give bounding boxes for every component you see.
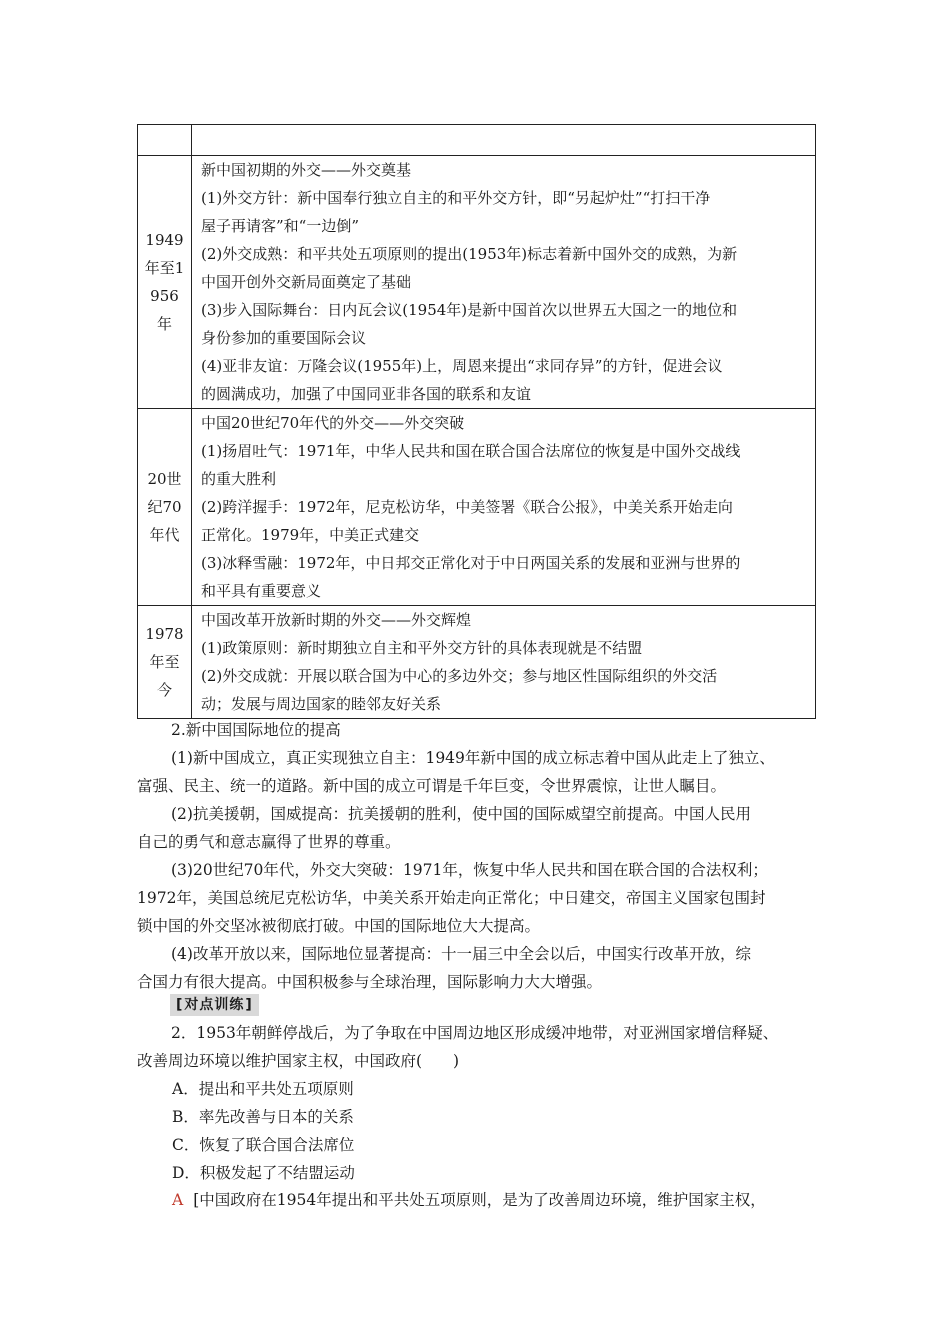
option-a: A．提出和平共处五项原则 [172,1080,354,1098]
row-line: (2)跨洋握手：1972年，尼克松访华，中美签署《联合公报》，中美关系开始走向 [201,498,733,516]
row-line: 中国开创外交新局面奠定了基础 [201,273,412,291]
table-cell-period [138,409,192,606]
row-line: (3)步入国际舞台：日内瓦会议(1954年)是新中国首次以世界五大国之一的地位和 [201,301,738,319]
diplomacy-table [137,124,816,719]
paragraph-2: (2)抗美援朝，国威提高：抗美援朝的胜利，使中国的国际威望空前提高。中国人民用 自己的勇气和意志赢得了世界的尊重。 [137,805,751,851]
period-label: 20世纪70年代 [147,470,182,544]
row-line: 和平具有重要意义 [201,582,322,600]
paragraph-1: (1)新中国成立，真正实现独立自主：1949年新中国的成立标志着中国从此走上了独立、 富强、民主、统一的道路。新中国的成立可谓是千年巨变，令世界震惊，让世人瞩目。 [137,749,775,795]
table-row [138,606,816,719]
table-cell-content [192,409,816,606]
table-row [138,156,816,409]
practice-tag: [ 对点训练 ] [170,994,259,1016]
row-title: 中国20世纪70年代的外交——外交突破 [201,414,465,432]
row-line: 的重大胜利 [201,470,277,488]
row-line: (2)外交成熟：和平共处五项原则的提出(1953年)标志着新中国外交的成熟，为新 [201,245,738,263]
section-heading: 2.新中国国际地位的提高 [171,721,341,739]
row-line: (1)扬眉吐气：1971年，中华人民共和国在联合国合法席位的恢复是中国外交战线 [201,442,741,460]
paragraph-4: (4)改革开放以来，国际地位显著提高：十一届三中全会以后，中国实行改革开放，综 合国力有很大提高。中国积极参与全球治理，国际影响力大大增强。 [137,945,751,991]
row-line: (1)外交方针：新中国奉行独立自主的和平外交方针，即“另起炉灶”“打扫干净 [201,189,711,207]
question-stem: 2．1953年朝鲜停战后，为了争取在中国周边地区形成缓冲地带，对亚洲国家增信释疑、 改善周边环境以维护国家主权，中国政府( ) [137,1024,779,1070]
paragraph-3: (3)20世纪70年代，外交大突破：1971年，恢复中华人民共和国在联合国的合法权利； 1972年，美国总统尼克松访华，中美关系开始走向正常化；中日建交，帝国主义国家包围封 锁中国的外交坚冰被彻底打破。中国的国际地位大大提高。 [137,861,768,935]
table-cell-content [192,606,816,719]
answer-line [172,1186,766,1214]
row-line: (2)外交成就：开展以联合国为中心的多边外交；参与地区性国际组织的外交活 [201,667,718,685]
period-label: 1949年至1956年 [144,231,185,333]
option-c: C．恢复了联合国合法席位 [172,1136,355,1154]
row-title: 中国改革开放新时期的外交——外交辉煌 [201,611,472,629]
period-label: 1978年至今 [145,625,184,699]
answer-explanation: [中国政府在1954年提出和平共处五项原则，是为了改善周边环境，维护国家主权， [193,1191,766,1209]
table-cell-period [138,606,192,719]
table-header-cell-content [192,125,816,156]
row-line: 屋子再请客”和“一边倒” [201,217,360,235]
table-header-cell-period [138,125,192,156]
row-line: 动；发展与周边国家的睦邻友好关系 [201,695,442,713]
table-header-row [138,125,816,156]
row-line: (1)政策原则：新时期独立自主和平外交方针的具体表现就是不结盟 [201,639,643,657]
table-cell-period [138,156,192,409]
row-line: 的圆满成功，加强了中国同亚非各国的联系和友谊 [201,385,532,403]
option-b: B．率先改善与日本的关系 [172,1108,354,1126]
table-cell-content [192,156,816,409]
row-title: 新中国初期的外交——外交奠基 [201,161,412,179]
answer-letter: A [172,1191,184,1209]
row-line: (3)冰释雪融：1972年，中日邦交正常化对于中日两国关系的发展和亚洲与世界的 [201,554,741,572]
option-d: D．积极发起了不结盟运动 [172,1164,355,1182]
row-line: 正常化。1979年，中美正式建交 [201,526,420,544]
row-line: 身份参加的重要国际会议 [201,329,367,347]
row-line: (4)亚非友谊：万隆会议(1955年)上，周恩来提出“求同存异”的方针，促进会议 [201,357,723,375]
table-row [138,409,816,606]
